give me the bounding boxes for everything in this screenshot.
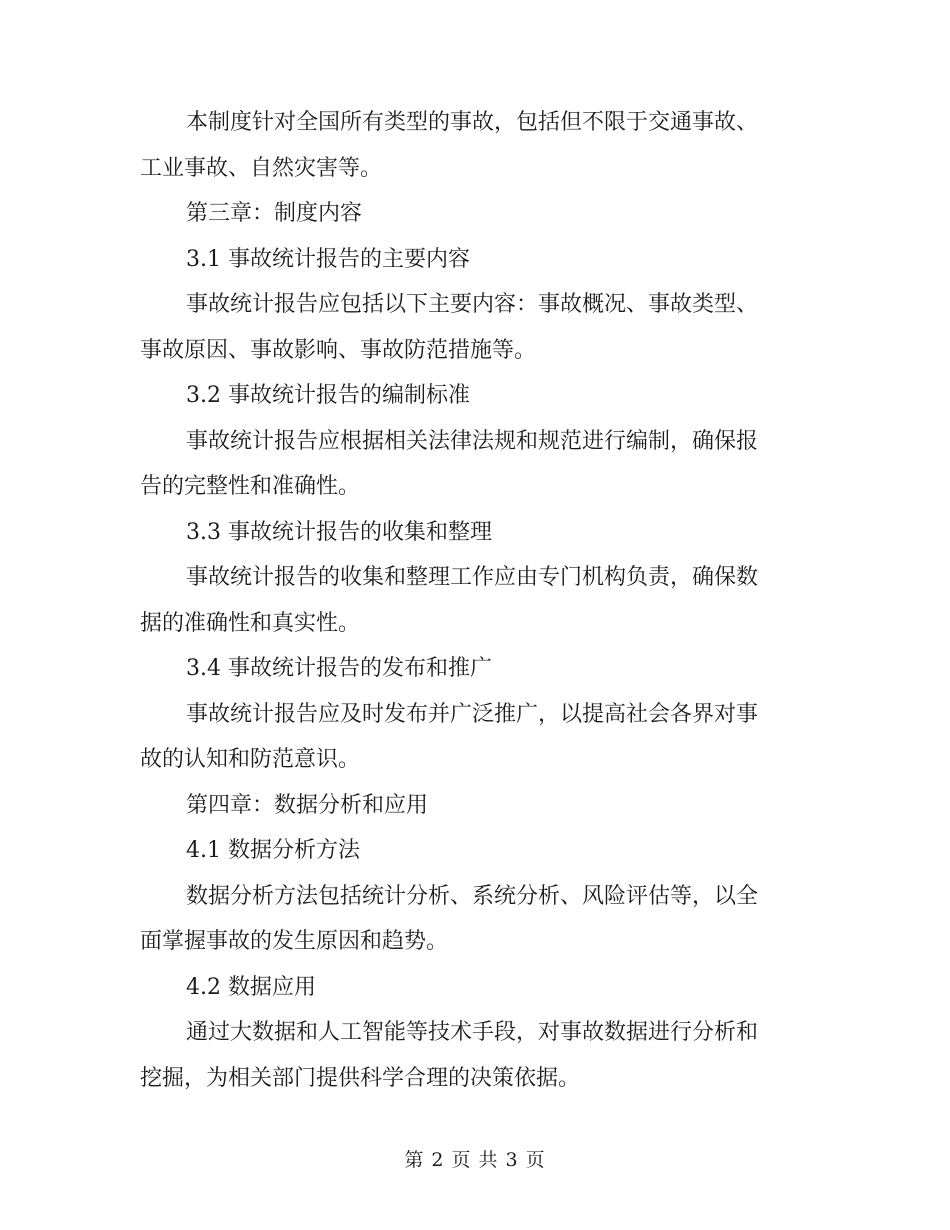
paragraph-line: 事故统计报告应包括以下主要内容：事故概况、事故类型、 (186, 292, 759, 317)
paragraph-line: 事故统计报告的收集和整理工作应由专门机构负责，确保数 (186, 565, 759, 590)
chapter-heading: 第三章：制度内容 (186, 201, 363, 226)
paragraph-line: 面掌握事故的发生原因和趋势。 (140, 929, 449, 954)
paragraph-line: 数据分析方法包括统计分析、系统分析、风险评估等，以全 (186, 883, 759, 909)
paragraph-line: 事故统计报告应及时发布并广泛推广，以提高社会各界对事 (186, 701, 759, 727)
paragraph-line: 告的完整性和准确性。 (140, 474, 361, 499)
paragraph-line: 故的认知和防范意识。 (140, 747, 361, 772)
paragraph-line: 本制度针对全国所有类型的事故，包括但不限于交通事故、 (186, 110, 759, 135)
document-body (140, 100, 810, 1101)
page-number-footer: 第 2 页 共 3 页 (404, 1149, 546, 1171)
paragraph-line: 通过大数据和人工智能等技术手段，对事故数据进行分析和 (186, 1020, 759, 1045)
section-heading: 4.2 数据应用 (186, 974, 316, 1000)
paragraph-line: 事故统计报告应根据相关法律法规和规范进行编制，确保报 (186, 428, 759, 454)
section-heading: 3.3 事故统计报告的收集和整理 (186, 519, 492, 545)
paragraph-line: 工业事故、自然灾害等。 (140, 155, 383, 181)
section-heading: 4.1 数据分析方法 (186, 838, 360, 863)
chapter-heading: 第四章：数据分析和应用 (186, 792, 429, 818)
paragraph-line: 挖掘，为相关部门提供科学合理的决策依据。 (140, 1065, 581, 1091)
paragraph-line: 据的准确性和真实性。 (140, 610, 361, 636)
paragraph-line: 事故原因、事故影响、事故防范措施等。 (140, 337, 537, 363)
section-heading: 3.4 事故统计报告的发布和推广 (186, 656, 492, 681)
section-heading: 3.1 事故统计报告的主要内容 (186, 246, 470, 272)
section-heading: 3.2 事故统计报告的编制标准 (186, 383, 470, 408)
